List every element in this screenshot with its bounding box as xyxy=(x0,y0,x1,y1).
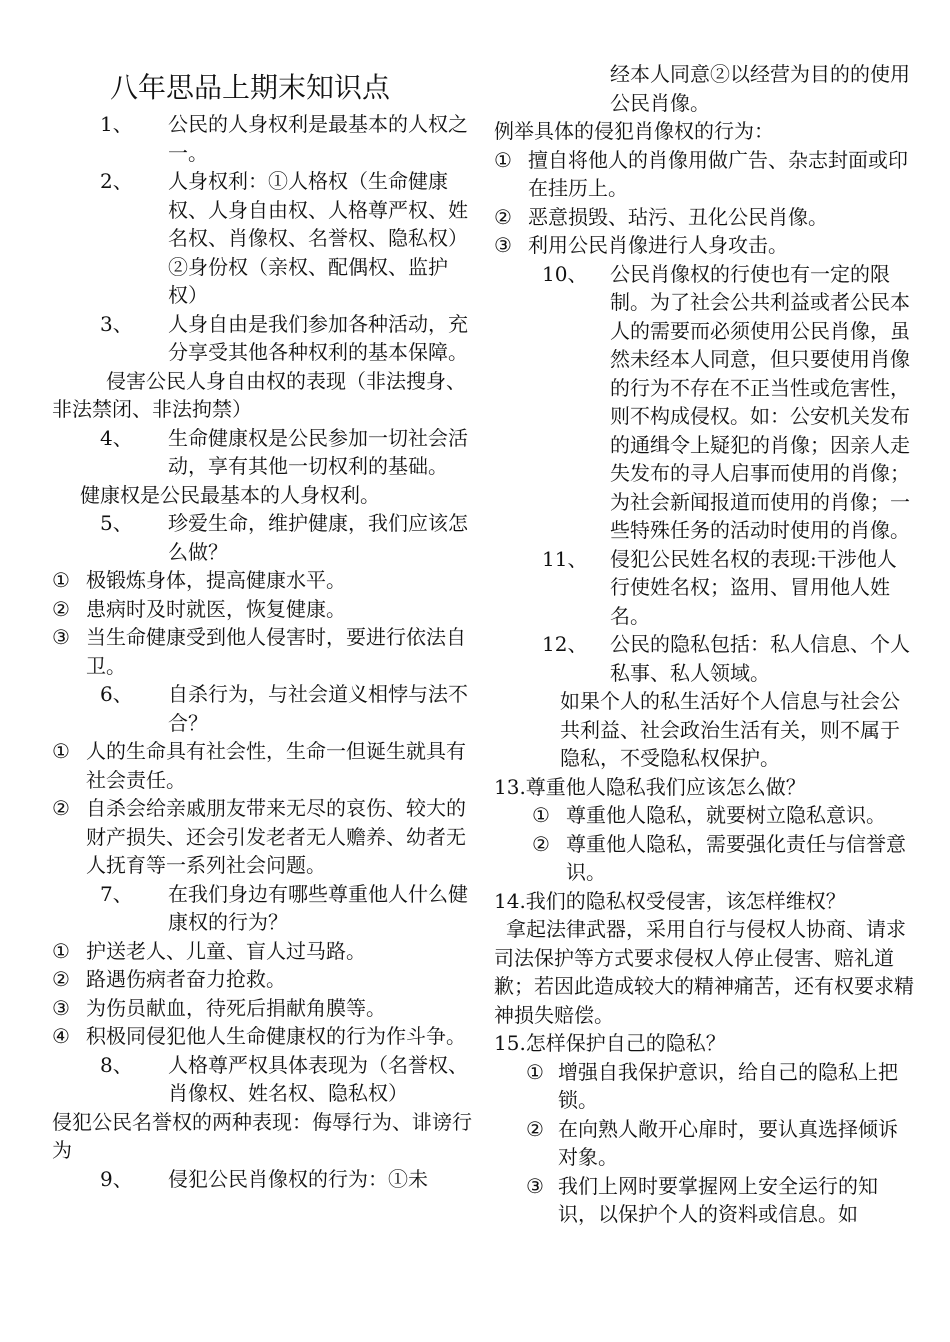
sub-item xyxy=(52,994,472,1023)
item-9-continuation: 经本人同意②以经营为目的的使用公民肖像。 xyxy=(610,62,910,115)
item-text: 人身权利：①人格权（生命健康权、人身自由权、人格尊严权、姓名权、肖像权、名誉权、隐私权）②身份权（亲权、配偶权、监护权） xyxy=(168,169,468,307)
paragraph-privacy: 如果个人的私生活好个人信息与社会公共利益、社会政治生活有关，则不属于隐私，不受隐私权保护。 xyxy=(560,689,900,770)
sub-item xyxy=(494,146,914,203)
sub-item-marker: ② xyxy=(52,596,70,621)
sub-item-text: 患病时及时就医，恢复健康。 xyxy=(86,596,346,621)
sub-item-marker: ② xyxy=(494,204,512,229)
heading-item-14: 14.我们的隐私权受侵害，该怎样维权？ xyxy=(494,888,846,913)
sub-item xyxy=(52,623,472,680)
sub-item-text: 尊重他人隐私，需要强化责任与信誉意识。 xyxy=(566,831,906,884)
sub-item-text: 利用公民肖像进行人身攻击。 xyxy=(528,233,788,257)
paragraph-examples: 例举具体的侵犯肖像权的行为： xyxy=(494,119,774,143)
sub-item xyxy=(494,1058,914,1115)
sub-item-text: 护送老人、儿童、盲人过马路。 xyxy=(86,938,366,963)
sub-item xyxy=(52,1022,472,1051)
list-item-10 xyxy=(494,260,914,545)
heading-item-15: 15.怎样保护自己的隐私？ xyxy=(494,1031,726,1055)
sub-item-marker: ① xyxy=(52,739,70,763)
paragraph-reputation: 侵犯公民名誉权的两种表现：侮辱行为、诽谤行为 xyxy=(52,1109,472,1162)
sub-item-marker: ① xyxy=(52,938,70,963)
sub-item xyxy=(52,937,472,966)
sub-item xyxy=(52,566,472,595)
sub-item-text: 恶意损毁、玷污、丑化公民肖像。 xyxy=(528,204,828,229)
sub-item-marker: ③ xyxy=(52,625,70,649)
list-item-8 xyxy=(52,1051,472,1108)
sub-item-marker: ① xyxy=(52,568,70,592)
heading-item-13: 13.尊重他人隐私我们应该怎么做？ xyxy=(494,774,806,799)
sub-item-marker: ③ xyxy=(494,233,512,257)
list-item-6 xyxy=(52,680,472,737)
sub-item-marker: ② xyxy=(52,967,70,991)
item-text: 侵犯公民肖像权的行为：①未 xyxy=(168,1166,428,1191)
sub-item-text: 自杀会给亲戚朋友带来无尽的哀伤、较大的财产损失、还会引发老者无人赡养、幼者无人抚育等一系列社会问题。 xyxy=(86,796,466,877)
sub-item xyxy=(494,203,914,232)
sub-item-text: 路遇伤病者奋力抢救。 xyxy=(86,967,286,991)
right-column xyxy=(494,60,914,1229)
paragraph-health: 健康权是公民最基本的人身权利。 xyxy=(80,482,380,507)
sub-item-marker: ① xyxy=(526,1059,544,1084)
list-item-9 xyxy=(52,1165,472,1194)
item-number: 9、 xyxy=(100,1166,133,1191)
list-item-2 xyxy=(52,167,472,310)
sub-item-text: 在向熟人敞开心扉时，要认真选择倾诉对象。 xyxy=(558,1116,898,1169)
item-number: 5、 xyxy=(100,511,133,535)
item-text: 珍爱生命，维护健康，我们应该怎么做？ xyxy=(168,511,468,564)
list-item-12 xyxy=(494,630,914,687)
item-number: 1、 xyxy=(100,112,133,136)
item-number: 7、 xyxy=(100,881,133,906)
paragraph-freedom: 侵害公民人身自由权的表现（非法搜身、非法禁闭、非法拘禁） xyxy=(52,368,466,421)
item-text: 自杀行为，与社会道义相悖与法不合？ xyxy=(168,682,468,735)
item-text: 公民的人身权利是最基本的人权之一。 xyxy=(168,112,468,165)
item-number: 3、 xyxy=(100,311,133,336)
sub-item xyxy=(52,595,472,624)
sub-item-text: 擅自将他人的肖像用做广告、杂志封面或印在挂历上。 xyxy=(528,147,908,200)
paragraph-rights: 拿起法律武器，采用自行与侵权人协商、请求司法保护等方式要求侵权人停止侵害、赔礼道歉；若因此造成较大的精神痛苦，还有权要求精神损失赔偿。 xyxy=(494,917,914,1027)
list-item-4 xyxy=(52,424,472,481)
list-item-1 xyxy=(52,110,472,167)
sub-item-text: 积极同侵犯他人生命健康权的行为作斗争。 xyxy=(86,1024,466,1048)
sub-item xyxy=(494,801,914,830)
sub-item-marker: ③ xyxy=(52,995,70,1020)
sub-item-text: 增强自我保护意识，给自己的隐私上把锁。 xyxy=(558,1059,898,1112)
list-item-11 xyxy=(494,545,914,631)
item-text: 人身自由是我们参加各种活动，充分享受其他各种权利的基本保障。 xyxy=(168,311,468,364)
sub-item xyxy=(52,965,472,994)
item-text: 在我们身边有哪些尊重他人什么健康权的行为？ xyxy=(168,881,468,934)
sub-item-marker: ② xyxy=(532,831,550,856)
document-title: 八年思品上期末知识点 xyxy=(110,71,391,104)
sub-item-text: 当生命健康受到他人侵害时，要进行依法自卫。 xyxy=(86,625,466,678)
sub-item-marker: ④ xyxy=(52,1024,70,1048)
sub-item-marker: ② xyxy=(52,796,70,820)
list-item-7 xyxy=(52,880,472,937)
sub-item-text: 我们上网时要掌握网上安全运行的知识，以保护个人的资料或信息。如 xyxy=(558,1173,878,1226)
item-number: 11、 xyxy=(542,546,588,571)
sub-item xyxy=(494,231,914,260)
sub-item xyxy=(494,830,914,887)
list-item-3 xyxy=(52,310,472,367)
sub-item xyxy=(494,1115,914,1172)
item-text: 公民肖像权的行使也有一定的限制。为了社会公共利益或者公民本人的需要而必须使用公民肖像，虽然未经本人同意，但只要使用肖像的行为不存在不正当性或危害性，则不构成侵权。如：公安机关发布的通缉令上疑犯的肖像；因亲人走失发布的寻人启事而使用的肖像；为社会新闻报道而使用的肖像；一些特殊任务的活动时使用的肖像。 xyxy=(610,261,910,542)
item-number: 4、 xyxy=(100,425,133,450)
item-number: 12、 xyxy=(542,632,588,656)
list-item-5 xyxy=(52,509,472,566)
left-column xyxy=(52,58,472,1193)
item-number: 8、 xyxy=(100,1052,133,1077)
sub-item-text: 尊重他人隐私，就要树立隐私意识。 xyxy=(566,803,886,827)
sub-item-text: 为伤员献血，待死后捐献角膜等。 xyxy=(86,995,386,1020)
sub-item xyxy=(494,1172,914,1229)
sub-item xyxy=(52,737,472,794)
item-text: 人格尊严权具体表现为（名誉权、肖像权、姓名权、隐私权） xyxy=(168,1052,468,1105)
item-text: 生命健康权是公民参加一切社会活动，享有其他一切权利的基础。 xyxy=(168,425,468,478)
item-text: 公民的隐私包括：私人信息、个人私事、私人领域。 xyxy=(610,632,910,685)
sub-item-marker: ① xyxy=(494,147,512,172)
sub-item-marker: ① xyxy=(532,803,550,827)
item-number: 10、 xyxy=(542,261,588,286)
sub-item-text: 极锻炼身体，提高健康水平。 xyxy=(86,568,346,592)
item-number: 6、 xyxy=(100,682,133,706)
item-number: 2、 xyxy=(100,169,133,193)
item-text: 侵犯公民姓名权的表现:干涉他人行使姓名权；盗用、冒用他人姓名。 xyxy=(610,546,897,628)
sub-item xyxy=(52,794,472,880)
sub-item-marker: ③ xyxy=(526,1173,544,1198)
sub-item-marker: ② xyxy=(526,1116,544,1141)
sub-item-text: 人的生命具有社会性，生命一但诞生就具有社会责任。 xyxy=(86,739,466,792)
